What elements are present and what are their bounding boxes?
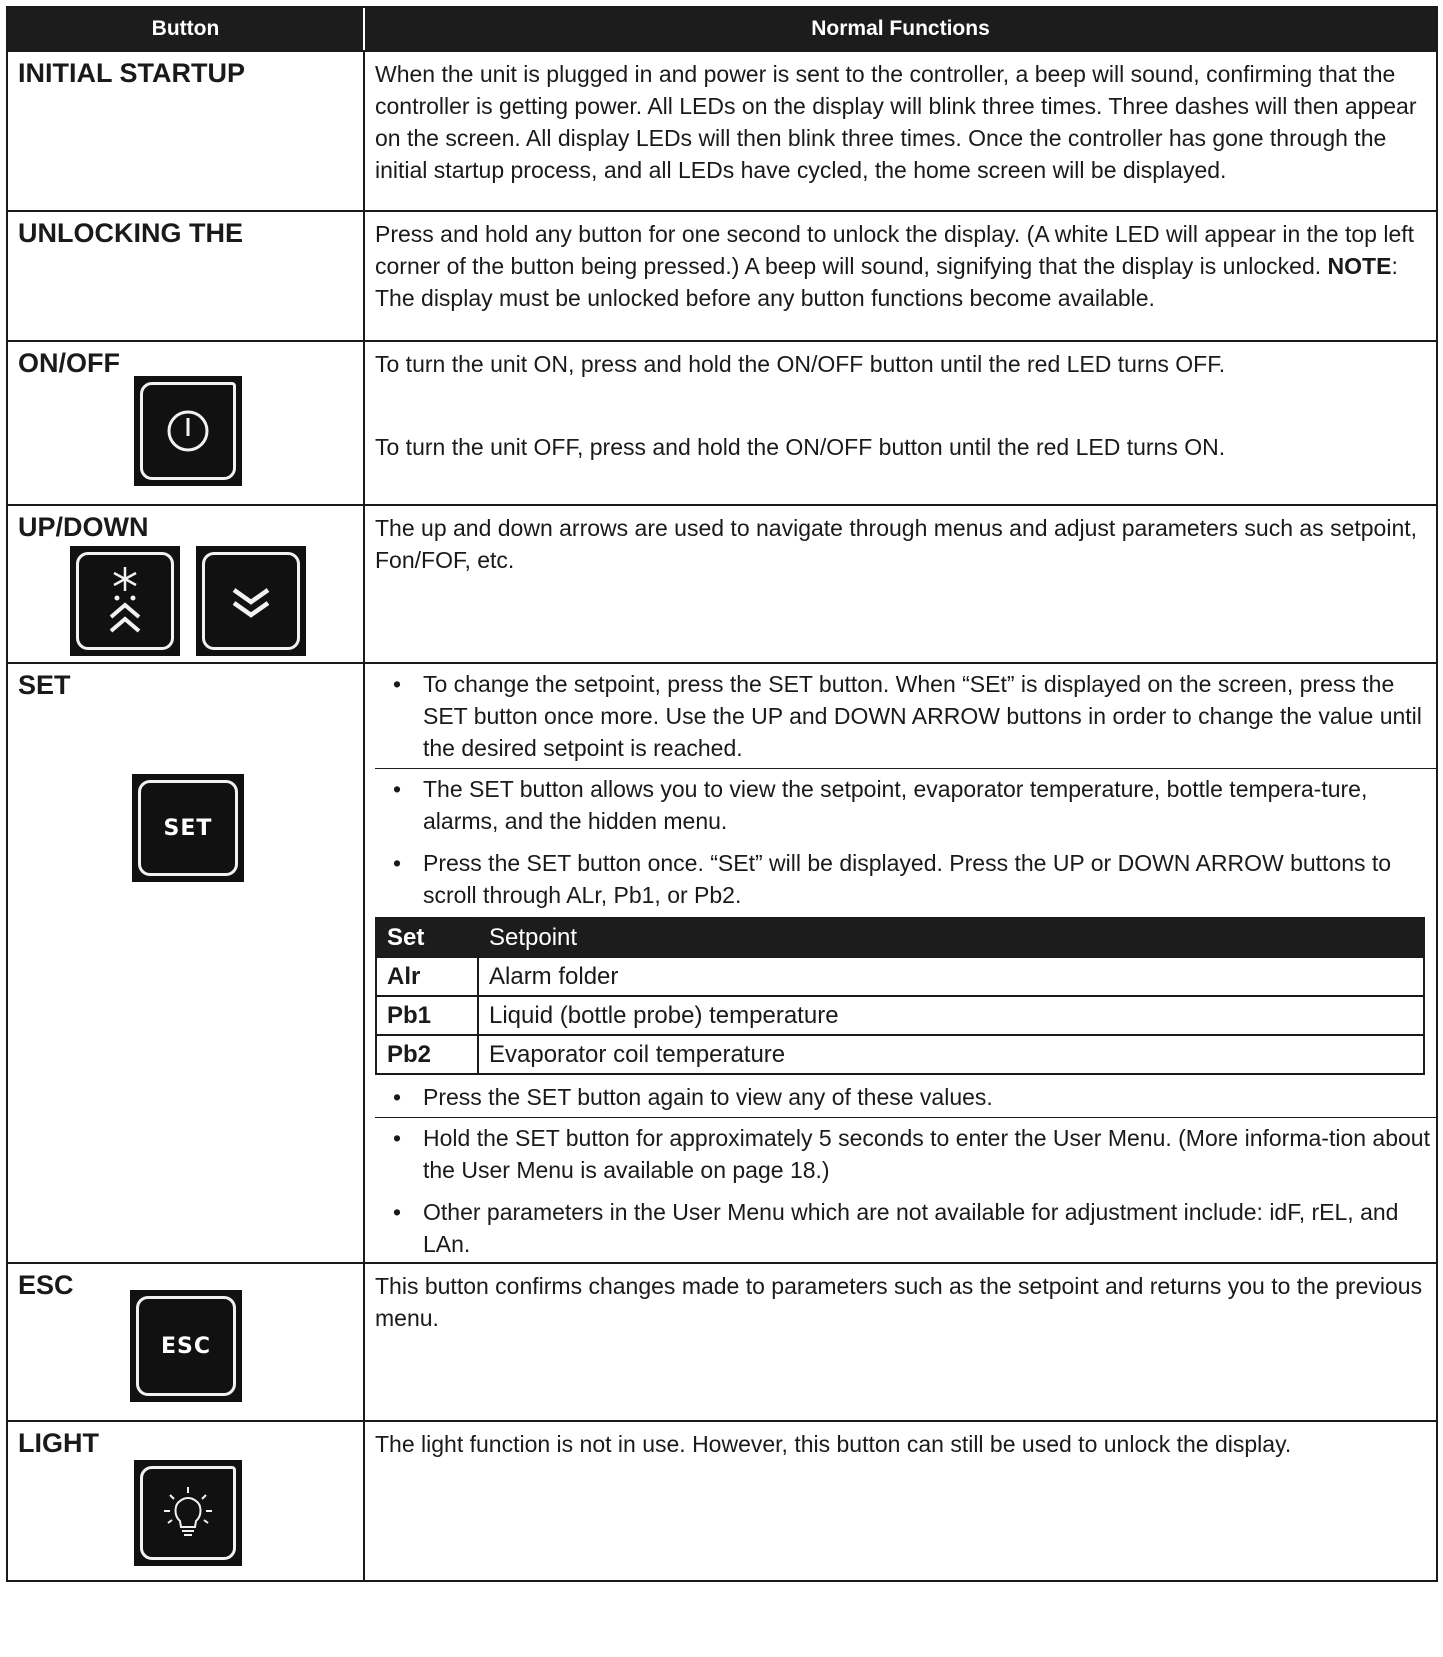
function-text: When the unit is plugged in and power is sent to the controller, a beep will sound, confirming that the controller is getting power. All LEDs on the display will blink three times. Three dashes will then appear on the screen. All display LEDs will then blink three times. Once the controller has gone through the initial startup process, and all LEDs have cycled, the home screen will be displayed.	[375, 61, 1417, 183]
lightbulb-icon	[158, 1483, 218, 1543]
list-item: • Other parameters in the User Menu which are not available for adjustment include: idF, rEL, and LAn.	[375, 1196, 1436, 1260]
table-row	[8, 340, 1436, 504]
double-chevron-down-icon	[226, 576, 276, 626]
table-row: Pb2 Evaporator coil temperature	[376, 1035, 1424, 1074]
table-row	[8, 50, 1436, 210]
esc-button-icon: ESC	[130, 1290, 242, 1402]
light-button-icon	[134, 1460, 242, 1566]
list-item: • Press the SET button again to view any of these values.	[375, 1081, 1436, 1113]
table-header	[8, 8, 1436, 50]
down-button-icon	[196, 546, 306, 656]
up-button-icon	[70, 546, 180, 656]
button-name: INITIAL STARTUP	[18, 58, 245, 88]
set-section-1	[375, 664, 1436, 768]
list-item: • The SET button allows you to view the setpoint, evaporator temperature, bottle tempera-ture, alarms, and the hidden menu.	[375, 773, 1436, 837]
header-functions: Normal Functions	[811, 17, 990, 40]
set-section-2	[375, 768, 1436, 1117]
function-text: Press and hold any button for one second to unlock the display. (A white LED will appear in the top left corner of the button being pressed.) A beep will sound, signifying that the display is unlocked. NOTE: The display must be unlocked before any button functions become available.	[375, 221, 1415, 311]
button-functions-table	[6, 6, 1438, 1582]
list-item: • Hold the SET button for approximately 5 seconds to enter the User Menu. (More informa-tion about the User Menu is available on page 18.)	[375, 1122, 1436, 1186]
table-row	[8, 662, 1436, 1262]
button-name: LIGHT	[18, 1428, 99, 1458]
table-row: Set Setpoint	[376, 918, 1424, 957]
note-label: NOTE	[1327, 253, 1392, 279]
set-section-3	[375, 1117, 1436, 1264]
function-text	[365, 664, 1436, 1262]
table-row: Pb1 Liquid (bottle probe) temperature	[376, 996, 1424, 1035]
button-name: UNLOCKING THE	[18, 218, 243, 248]
table-row	[8, 1420, 1436, 1580]
button-name: UP/DOWN	[18, 512, 149, 542]
function-text: To turn the unit ON, press and hold the ON/OFF button until the red LED turns OFF. To turn the unit OFF, press and hold the ON/OFF button until the red LED turns ON.	[375, 351, 1226, 460]
parameter-table	[375, 917, 1425, 1075]
list-item: • Press the SET button once. “SEt” will be displayed. Press the UP or DOWN ARROW buttons to scroll through ALr, Pb1, or Pb2.	[375, 847, 1436, 911]
table-row: Alr Alarm folder	[376, 957, 1424, 996]
function-text: The up and down arrows are used to navigate through menus and adjust parameters such as setpoint, Fon/FOF, etc.	[375, 515, 1418, 573]
function-text: This button confirms changes made to parameters such as the setpoint and returns you to the previous menu.	[375, 1273, 1423, 1331]
button-name: ON/OFF	[18, 348, 120, 378]
list-item: • To change the setpoint, press the SET button. When “SEt” is displayed on the screen, press the SET button once more. Use the UP and DOWN ARROW buttons in order to change the value until the desired setpoint is reached.	[375, 668, 1436, 764]
button-name: SET	[18, 670, 71, 700]
power-icon	[163, 406, 213, 456]
table-row	[8, 504, 1436, 662]
function-text: The light function is not in use. However, this button can still be used to unlock the display.	[375, 1431, 1292, 1457]
set-button-icon: SET	[132, 774, 244, 882]
snowflake-up-chevron-icon	[95, 561, 155, 641]
button-name: ESC	[18, 1270, 74, 1300]
header-button: Button	[8, 8, 365, 50]
table-row	[8, 210, 1436, 340]
power-button-icon	[134, 376, 242, 486]
table-row	[8, 1262, 1436, 1420]
